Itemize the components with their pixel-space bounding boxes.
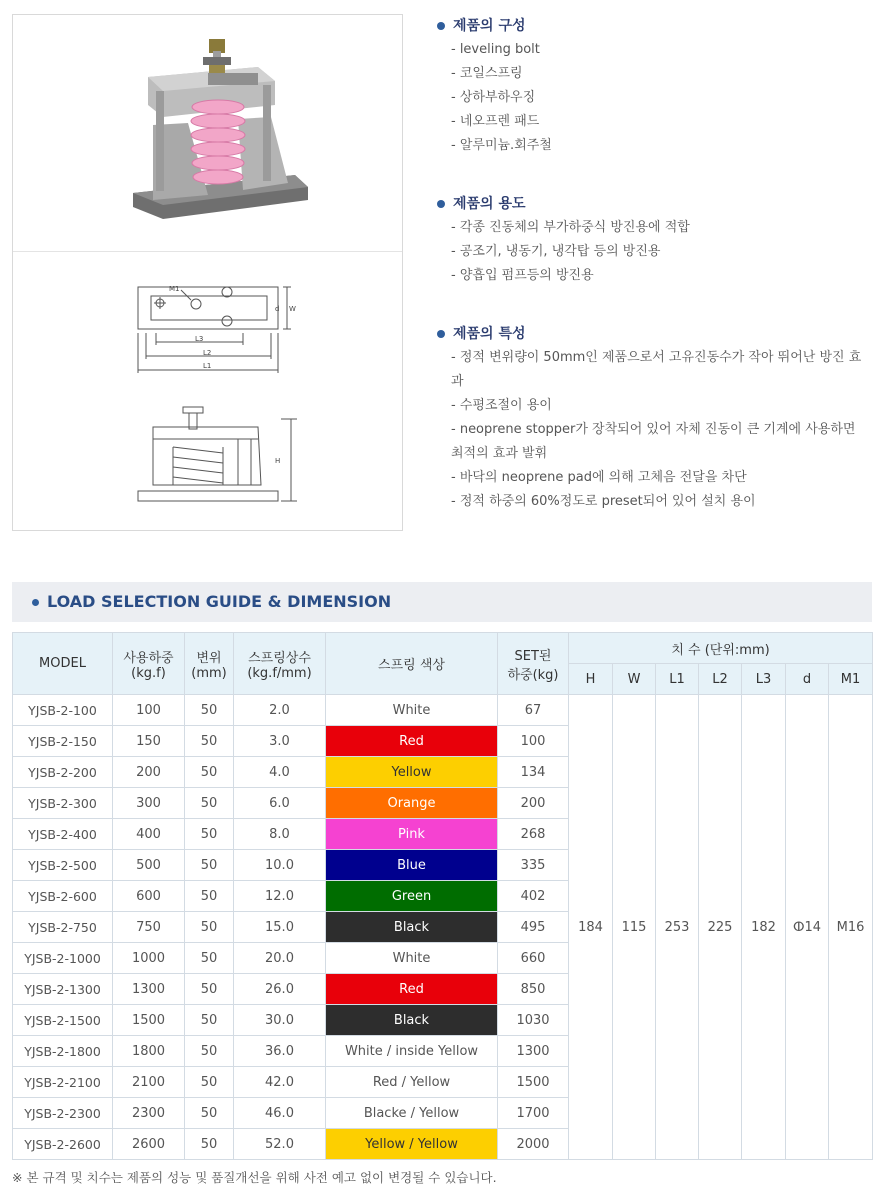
spring-rate-cell: 46.0 <box>234 1098 326 1129</box>
composition-item: - 코일스프링 <box>451 66 523 81</box>
usage-item: - 공조기, 냉동기, 냉각탑 등의 방진용 <box>451 244 661 259</box>
composition-section <box>436 14 866 158</box>
set-load-cell: 134 <box>498 757 569 788</box>
bullet-dot-icon <box>32 599 39 606</box>
table-row <box>13 695 873 726</box>
model-cell: YJSB-2-1000 <box>13 943 113 974</box>
spring-rate-cell: 10.0 <box>234 850 326 881</box>
load-selection-table <box>12 632 873 1160</box>
displacement-cell: 50 <box>185 1129 234 1160</box>
features-title-text: 제품의 특성 <box>453 326 526 342</box>
load-cell: 100 <box>113 695 185 726</box>
header-w: W <box>613 664 656 695</box>
table-body <box>13 695 873 1160</box>
model-cell: YJSB-2-1500 <box>13 1005 113 1036</box>
load-cell: 2300 <box>113 1098 185 1129</box>
header-load-unit: (kg.f) <box>131 665 166 681</box>
spring-color-cell: White <box>326 695 498 726</box>
model-cell: YJSB-2-1800 <box>13 1036 113 1067</box>
set-load-cell: 1700 <box>498 1098 569 1129</box>
usage-title-text: 제품의 용도 <box>453 196 526 212</box>
header-rate-line: 스프링상수 <box>248 650 311 666</box>
label-m1: M1 <box>169 285 180 293</box>
spring-rate-cell: 8.0 <box>234 819 326 850</box>
spring-rate-cell: 15.0 <box>234 912 326 943</box>
set-load-cell: 402 <box>498 881 569 912</box>
set-load-cell: 268 <box>498 819 569 850</box>
model-cell: YJSB-2-100 <box>13 695 113 726</box>
spring-color-cell: White <box>326 943 498 974</box>
load-cell: 200 <box>113 757 185 788</box>
dimension-h-cell: 184 <box>569 695 613 1160</box>
header-disp-unit: (mm) <box>191 665 227 681</box>
displacement-cell: 50 <box>185 912 234 943</box>
label-l1: L1 <box>203 362 212 370</box>
model-cell: YJSB-2-400 <box>13 819 113 850</box>
header-l2: L2 <box>699 664 742 695</box>
features-item: - 정적 하중의 60%정도로 preset되어 있어 설치 용이 <box>451 494 756 509</box>
bullet-dot-icon <box>437 200 445 208</box>
load-cell: 2100 <box>113 1067 185 1098</box>
usage-title <box>436 192 866 216</box>
load-cell: 150 <box>113 726 185 757</box>
model-cell: YJSB-2-750 <box>13 912 113 943</box>
load-cell: 1300 <box>113 974 185 1005</box>
spring-color-cell: Pink <box>326 819 498 850</box>
load-cell: 300 <box>113 788 185 819</box>
displacement-cell: 50 <box>185 788 234 819</box>
displacement-cell: 50 <box>185 1005 234 1036</box>
header-l1: L1 <box>656 664 699 695</box>
dimension-d-cell: ⵀ14 <box>786 695 829 1160</box>
top-view-drawing <box>138 287 291 373</box>
model-cell: YJSB-2-2100 <box>13 1067 113 1098</box>
spring-color-cell: Blue <box>326 850 498 881</box>
header-model: MODEL <box>13 633 113 695</box>
load-cell: 600 <box>113 881 185 912</box>
load-cell: 500 <box>113 850 185 881</box>
spring-rate-cell: 36.0 <box>234 1036 326 1067</box>
set-load-cell: 100 <box>498 726 569 757</box>
set-load-cell: 335 <box>498 850 569 881</box>
dimension-w-cell: 115 <box>613 695 656 1160</box>
guide-title: LOAD SELECTION GUIDE & DIMENSION <box>47 592 392 611</box>
dimension-l2-cell: 225 <box>699 695 742 1160</box>
model-cell: YJSB-2-150 <box>13 726 113 757</box>
spring-color-cell: Yellow <box>326 757 498 788</box>
displacement-cell: 50 <box>185 695 234 726</box>
header-set-line: SET된 <box>514 648 552 664</box>
header-load <box>113 633 185 695</box>
side-view-drawing <box>138 407 297 501</box>
set-load-cell: 1030 <box>498 1005 569 1036</box>
composition-title-text: 제품의 구성 <box>453 18 526 34</box>
label-l2: L2 <box>203 349 212 357</box>
spring-rate-cell: 52.0 <box>234 1129 326 1160</box>
product-image-panel <box>12 14 403 531</box>
composition-item: - leveling bolt <box>451 42 540 57</box>
displacement-cell: 50 <box>185 1098 234 1129</box>
load-cell: 750 <box>113 912 185 943</box>
spring-rate-cell: 12.0 <box>234 881 326 912</box>
spring-rate-cell: 6.0 <box>234 788 326 819</box>
header-d: d <box>786 664 829 695</box>
product-illustration <box>13 15 404 532</box>
displacement-cell: 50 <box>185 726 234 757</box>
spring-color-cell: Red / Yellow <box>326 1067 498 1098</box>
spring-color-cell: Black <box>326 1005 498 1036</box>
spring-color-cell: White / inside Yellow <box>326 1036 498 1067</box>
features-item: - 바닥의 neoprene pad에 의해 고체음 전달을 차단 <box>451 470 747 485</box>
composition-item: - 네오프렌 패드 <box>451 114 540 129</box>
dimension-m1-cell: M16 <box>829 695 873 1160</box>
header-dimensions: 치 수 (단위:mm) <box>569 633 873 664</box>
spring-color-cell: Red <box>326 726 498 757</box>
product-info <box>436 14 866 536</box>
set-load-cell: 200 <box>498 788 569 819</box>
spring-color-cell: Blacke / Yellow <box>326 1098 498 1129</box>
spring-rate-cell: 3.0 <box>234 726 326 757</box>
load-cell: 1800 <box>113 1036 185 1067</box>
dimension-l1-cell: 253 <box>656 695 699 1160</box>
set-load-cell: 660 <box>498 943 569 974</box>
set-load-cell: 495 <box>498 912 569 943</box>
label-h: H <box>275 457 281 465</box>
spring-rate-cell: 26.0 <box>234 974 326 1005</box>
panel-divider <box>13 251 402 252</box>
bullet-dot-icon <box>437 330 445 338</box>
features-item: - 수평조절이 용이 <box>451 398 552 413</box>
model-cell: YJSB-2-200 <box>13 757 113 788</box>
dimension-l3-cell: 182 <box>742 695 786 1160</box>
displacement-cell: 50 <box>185 757 234 788</box>
label-l3: L3 <box>195 335 204 343</box>
composition-item: - 상하부하우징 <box>451 90 536 105</box>
header-displacement <box>185 633 234 695</box>
guide-header <box>12 582 872 622</box>
set-load-cell: 1300 <box>498 1036 569 1067</box>
header-spring-color: 스프링 색상 <box>326 633 498 695</box>
set-load-cell: 1500 <box>498 1067 569 1098</box>
header-load-line: 사용하중 <box>123 650 174 666</box>
header-disp-line: 변위 <box>196 650 222 666</box>
spring-rate-cell: 20.0 <box>234 943 326 974</box>
model-cell: YJSB-2-1300 <box>13 974 113 1005</box>
displacement-cell: 50 <box>185 1067 234 1098</box>
model-cell: YJSB-2-600 <box>13 881 113 912</box>
displacement-cell: 50 <box>185 943 234 974</box>
label-d: d <box>275 305 280 313</box>
spring-color-cell: Green <box>326 881 498 912</box>
spring-rate-cell: 30.0 <box>234 1005 326 1036</box>
label-w: W <box>289 305 296 313</box>
spring-color-cell: Yellow / Yellow <box>326 1129 498 1160</box>
header-set-unit: 하중(kg) <box>507 667 559 683</box>
usage-section <box>436 192 866 288</box>
set-load-cell: 2000 <box>498 1129 569 1160</box>
set-load-cell: 67 <box>498 695 569 726</box>
header-set-load <box>498 633 569 695</box>
features-section <box>436 322 866 514</box>
header-spring-rate <box>234 633 326 695</box>
displacement-cell: 50 <box>185 881 234 912</box>
model-cell: YJSB-2-2600 <box>13 1129 113 1160</box>
set-load-cell: 850 <box>498 974 569 1005</box>
bullet-dot-icon <box>437 22 445 30</box>
load-cell: 2600 <box>113 1129 185 1160</box>
load-cell: 1500 <box>113 1005 185 1036</box>
spring-rate-cell: 42.0 <box>234 1067 326 1098</box>
displacement-cell: 50 <box>185 974 234 1005</box>
header-h: H <box>569 664 613 695</box>
features-item: 과 <box>451 374 464 389</box>
features-title <box>436 322 866 346</box>
usage-item: - 양흡입 펌프등의 방진용 <box>451 268 594 283</box>
spring-rate-cell: 2.0 <box>234 695 326 726</box>
displacement-cell: 50 <box>185 819 234 850</box>
displacement-cell: 50 <box>185 850 234 881</box>
product-photo <box>133 39 308 219</box>
features-item: - 정적 변위량이 50mm인 제품으로서 고유진동수가 작아 뛰어난 방진 효 <box>451 350 862 365</box>
model-cell: YJSB-2-2300 <box>13 1098 113 1129</box>
header-rate-unit: (kg.f/mm) <box>247 665 312 681</box>
composition-item: - 알루미늄.회주철 <box>451 138 552 153</box>
features-item: 최적의 효과 발휘 <box>451 446 548 461</box>
spring-color-cell: Orange <box>326 788 498 819</box>
displacement-cell: 50 <box>185 1036 234 1067</box>
load-cell: 400 <box>113 819 185 850</box>
model-cell: YJSB-2-500 <box>13 850 113 881</box>
spring-color-cell: Black <box>326 912 498 943</box>
header-m1: M1 <box>829 664 873 695</box>
spring-rate-cell: 4.0 <box>234 757 326 788</box>
model-cell: YJSB-2-300 <box>13 788 113 819</box>
usage-item: - 각종 진동체의 부가하중식 방진용에 적합 <box>451 220 690 235</box>
header-l3: L3 <box>742 664 786 695</box>
features-item: - neoprene stopper가 장착되어 있어 자체 진동이 큰 기계에 사용하면 <box>451 422 856 437</box>
load-cell: 1000 <box>113 943 185 974</box>
composition-title <box>436 14 866 38</box>
footnote: ※ 본 규격 및 치수는 제품의 성능 및 품질개선을 위해 사전 예고 없이 변경될 수 있습니다. <box>12 1170 497 1185</box>
spring-color-cell: Red <box>326 974 498 1005</box>
